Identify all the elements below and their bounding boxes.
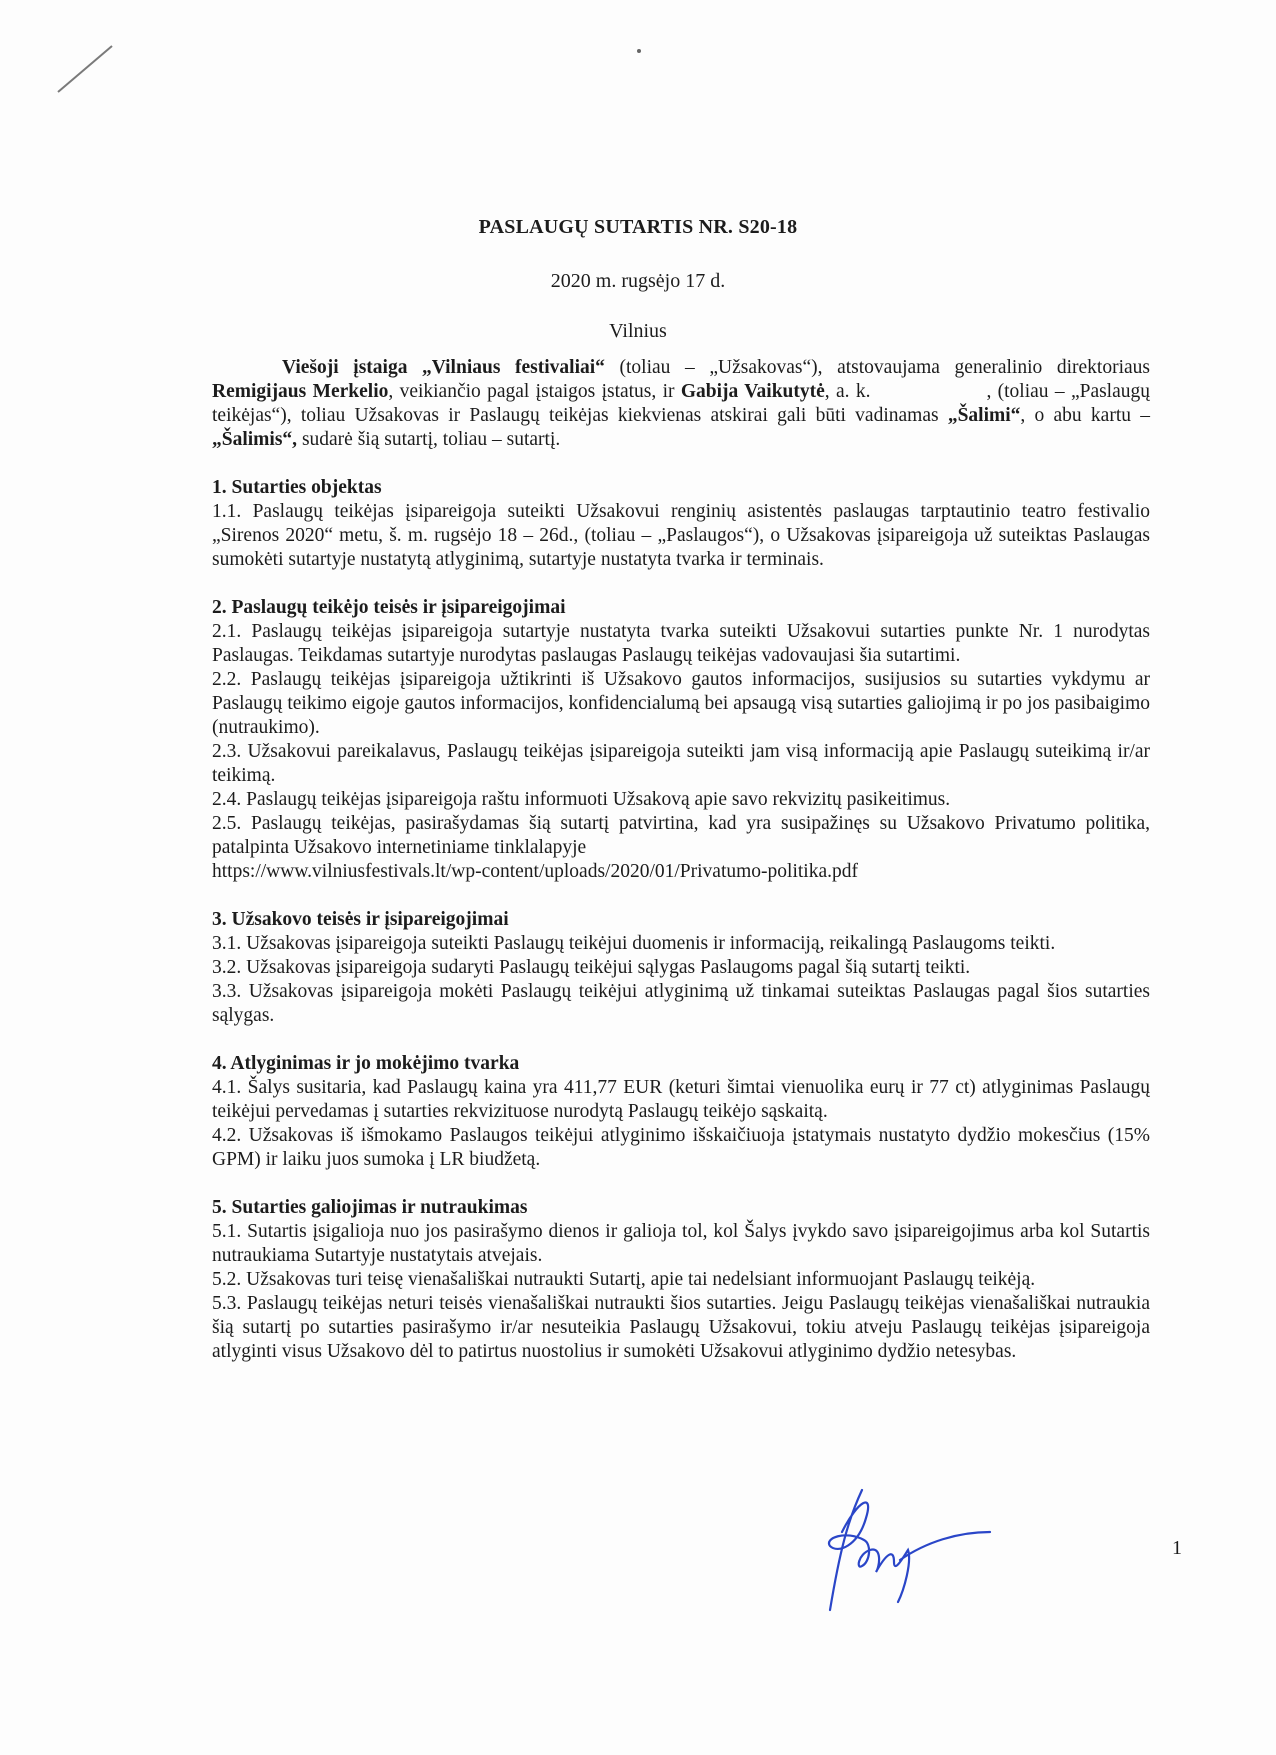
document-city: Vilnius [609,320,667,342]
pen-stroke-mark [50,40,120,100]
document-title: PASLAUGŲ SUTARTIS NR. S20-18 [478,216,798,238]
clause-2-4: 2.4. Paslaugų teikėjas įsipareigoja raštu informuoti Užsakovą apie savo rekvizitų pasikeitimus. [212,789,951,810]
clause-5-1: 5.1. Sutartis įsigalioja nuo jos pasirašymo dienos ir galioja tol, kol Šalys įvykdo savo įsipareigojimus arba kol Sutartis nutraukiama Sutartyje nustatytais atvejais. [212,1221,1150,1266]
director-name: Remigijaus Merkelio [212,381,389,402]
privacy-policy-url: https://www.vilniusfestivals.lt/wp-content/uploads/2020/01/Privatumo-politika.pdf [212,861,858,882]
client-name: Viešoji įstaiga „Vilniaus festivaliai“ [282,357,605,378]
clause-2-2: 2.2. Paslaugų teikėjas įsipareigoja užtikrinti iš Užsakovo gautos informacijos, susijusios su sutarties vykdymu ar Paslaugų teikimo eigoje gautos informacijos, konfidencialumą bei apsaugą visą sutarties galiojimą ir po jos pasibaigimo (nutraukimo). [212,669,1150,738]
clause-4-2: 4.2. Užsakovas iš išmokamo Paslaugos teikėjui atlyginimo išskaičiuoja įstatymais nustatyto dydžio mokesčius (15% GPM) ir laiku juos sumoka į LR biudžetą. [212,1125,1150,1170]
clause-3-1: 3.1. Užsakovas įsipareigoja suteikti Paslaugų teikėjui duomenis ir informaciją, reikalingą Paslaugoms teikti. [212,933,1056,954]
section-heading: 5. Sutarties galiojimas ir nutraukimas [212,1197,528,1218]
clause-4-1: 4.1. Šalys susitaria, kad Paslaugų kaina yra 411,77 EUR (keturi šimtai vienuolika eurų ir 77 ct) atlyginimas Paslaugų teikėjui pervedamas į sutarties rekvizituose nurodytą Paslaugų teikėjo sąskaitą. [212,1077,1150,1122]
section-3 [212,908,1150,1028]
section-heading: 4. Atlyginimas ir jo mokėjimo tvarka [212,1053,520,1074]
section-heading: 3. Užsakovo teisės ir įsipareigojimai [212,909,509,930]
clause-2-3: 2.3. Užsakovui pareikalavus, Paslaugų teikėjas įsipareigoja suteikti jam visą informaciją apie Paslaugų suteikimą ir/ar teikimą. [212,741,1150,786]
section-4 [212,1052,1150,1172]
section-2 [212,596,1150,884]
clause-3-2: 3.2. Užsakovas įsipareigoja sudaryti Paslaugų teikėjui sąlygas Paslaugoms pagal šią sutartį teikti. [212,957,971,978]
handwritten-signature [800,1470,1000,1640]
clause-5-2: 5.2. Užsakovas turi teisę vienašališkai nutraukti Sutartį, apie tai nedelsiant informuojant Paslaugų teikėją. [212,1269,1036,1290]
section-heading: 1. Sutarties objektas [212,477,382,498]
provider-name: Gabija Vaikutytė [680,381,825,402]
contract-body [212,356,1150,1388]
clause-1-1: 1.1. Paslaugų teikėjas įsipareigoja suteikti Užsakovui renginių asistentės paslaugas tarptautinio teatro festivalio „Sirenos 2020“ metu, š. m. rugsėjo 18 – 26d., (toliau – „Paslaugos“), o Užsakovas įsipareigoja už suteiktas Paslaugas sumokėti sutartyje nustatytą atlyginimą, sutartyje nustatyta tvarka ir terminais. [212,501,1150,570]
clause-5-3: 5.3. Paslaugų teikėjas neturi teisės vienašališkai nutraukti šios sutarties. Jeigu Paslaugų teikėjas vienašališkai nutraukia šią sutartį po sutarties pasirašymo ir/ar nesuteikia Paslaugų Užsakovui, tokiu atveju Paslaugų teikėjas įsipareigoja atlyginti visus Užsakovo dėl to patirtus nuostolius ir sumokėti Užsakovui atlyginimo dydžio netesybas. [212,1293,1150,1362]
section-heading: 2. Paslaugų teikėjo teisės ir įsipareigojimai [212,597,566,618]
clause-2-1: 2.1. Paslaugų teikėjas įsipareigoja sutartyje nustatyta tvarka suteikti Užsakovui sutarties punkte Nr. 1 nurodytas Paslaugas. Teikdamas sutartyje nurodytas paslaugas Paslaugų teikėjas vadovaujasi šia sutartimi. [212,621,1150,666]
intro-paragraph: Viešoji įstaiga „Vilniaus festivaliai“ (toliau – „Užsakovas“), atstovaujama generalinio direktoriaus Remigijaus Merkelio, veikiančio pagal įstaigos įstatus, ir Gabija Vaikutytė, a. k. , (toliau – „Paslaugų teikėjas“), toliau Užsakovas ir Paslaugų teikėjas kiekvienas atskirai gali būti vadinamas „Šalimi“, o abu kartu – „Šalimis“, sudarė šią sutartį, toliau – sutartį. [212,357,1151,450]
page-number: 1 [1172,1537,1182,1559]
document-date: 2020 m. rugsėjo 17 d. [550,270,726,292]
scan-dot [637,49,641,53]
section-5 [212,1196,1150,1364]
section-1 [212,476,1150,572]
clause-2-5: 2.5. Paslaugų teikėjas, pasirašydamas šią sutartį patvirtina, kad yra susipažinęs su Užsakovo Privatumo politika, patalpinta Užsakovo internetiniame tinklalapyje [212,813,1150,858]
clause-3-3: 3.3. Užsakovas įsipareigoja mokėti Paslaugų teikėjui atlyginimą už tinkamai suteiktas Paslaugas pagal šios sutarties sąlygas. [212,981,1150,1026]
